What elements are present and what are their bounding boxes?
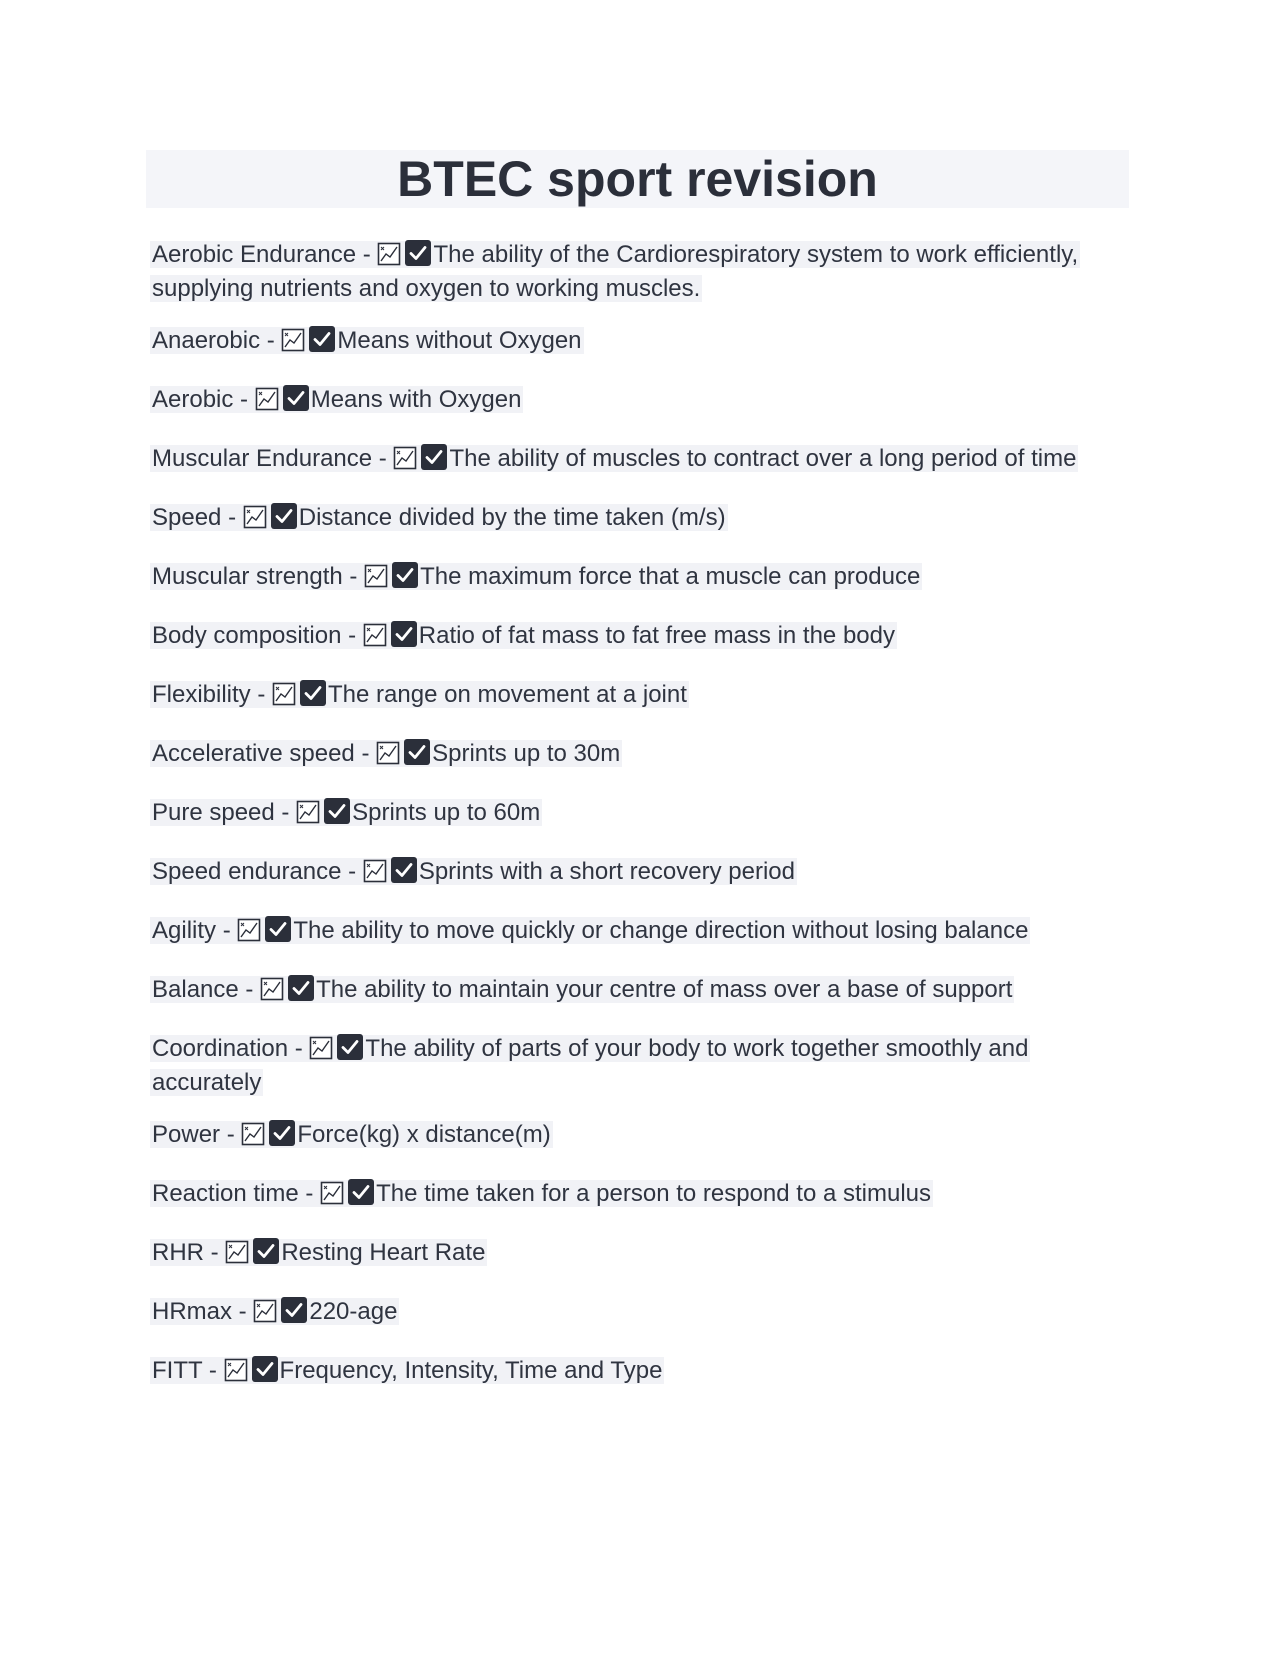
check-mark-icon <box>300 680 326 714</box>
term-separator: - <box>202 1357 224 1384</box>
check-mark-icon <box>421 444 447 478</box>
definition-text: Frequency, Intensity, Time and Type <box>279 1357 663 1384</box>
term-separator: - <box>238 976 261 1003</box>
definition-entry <box>150 857 1130 891</box>
entry-highlight <box>150 1035 1030 1096</box>
term-label: Speed <box>152 504 222 531</box>
term-separator: - <box>216 917 238 944</box>
term-separator: - <box>260 327 282 354</box>
check-mark-icon <box>253 1238 279 1272</box>
term-separator: - <box>341 858 363 885</box>
term-label: Coordination <box>152 1035 289 1062</box>
term-separator: - <box>220 1121 242 1148</box>
chart-icon <box>363 623 387 655</box>
definition-text: Means without Oxygen <box>337 327 582 354</box>
definition-text: The ability to maintain your centre of mass over a base of support <box>316 976 1013 1003</box>
chart-icon <box>253 1299 277 1331</box>
chart-icon <box>260 977 284 1009</box>
title-banner <box>146 150 1129 208</box>
term-separator: - <box>204 1239 226 1266</box>
term-label: Power <box>152 1121 221 1148</box>
definition-text: Sprints up to 30m <box>432 740 621 767</box>
term-separator: - <box>221 504 243 531</box>
term-separator: - <box>356 241 378 268</box>
chart-icon <box>224 1358 248 1390</box>
term-label: RHR <box>152 1239 204 1266</box>
check-mark-icon <box>281 1297 307 1331</box>
definition-text: Force(kg) x distance(m) <box>297 1121 551 1148</box>
chart-icon <box>225 1240 249 1272</box>
definition-text: The maximum force that a muscle can produce <box>420 563 921 590</box>
definition-text: Means with Oxygen <box>310 386 522 413</box>
definition-entry <box>150 1297 1130 1331</box>
term-label: Accelerative speed <box>152 740 355 767</box>
term-separator: - <box>342 563 365 590</box>
chart-icon <box>393 446 417 478</box>
entry-highlight <box>150 799 542 826</box>
check-mark-icon <box>271 503 297 537</box>
definition-entry <box>150 916 1130 950</box>
entry-highlight <box>150 445 1078 472</box>
check-mark-icon <box>252 1356 278 1390</box>
check-mark-icon <box>288 975 314 1009</box>
chart-icon <box>281 328 305 360</box>
check-mark-icon <box>392 562 418 596</box>
chart-icon <box>241 1122 265 1154</box>
definition-entry <box>150 240 1130 304</box>
term-label: Pure speed <box>152 799 275 826</box>
entry-highlight <box>150 241 1080 302</box>
definition-entry <box>150 621 1130 655</box>
term-separator: - <box>233 386 255 413</box>
check-mark-icon <box>404 739 430 773</box>
entry-highlight <box>150 327 584 354</box>
chart-icon <box>255 387 279 419</box>
check-mark-icon <box>337 1034 363 1068</box>
entry-highlight <box>150 1239 487 1266</box>
check-mark-icon <box>269 1120 295 1154</box>
check-mark-icon <box>405 240 431 274</box>
definition-entry <box>150 385 1130 419</box>
definition-text: Sprints with a short recovery period <box>418 858 795 885</box>
chart-icon <box>320 1181 344 1213</box>
term-label: FITT <box>152 1357 203 1384</box>
term-separator: - <box>274 799 297 826</box>
term-label: Aerobic Endurance <box>152 241 357 268</box>
page-title: BTEC sport revision <box>397 151 878 207</box>
check-mark-icon <box>348 1179 374 1213</box>
definition-text: Sprints up to 60m <box>352 799 541 826</box>
entry-highlight <box>150 386 523 413</box>
definition-entry <box>150 975 1130 1009</box>
term-label: Muscular Endurance <box>152 445 373 472</box>
definition-text: Distance divided by the time taken (m/s) <box>298 504 726 531</box>
term-label: Agility <box>152 917 217 944</box>
term-label: Muscular strength <box>152 563 343 590</box>
chart-icon <box>237 918 261 950</box>
entry-highlight <box>150 917 1030 944</box>
term-separator: - <box>232 1298 254 1325</box>
entry-highlight <box>150 1180 933 1207</box>
definition-entry <box>150 680 1130 714</box>
term-separator: - <box>298 1180 321 1207</box>
entry-highlight <box>150 858 797 885</box>
term-separator: - <box>354 740 377 767</box>
check-mark-icon <box>309 326 335 360</box>
definition-entry <box>150 1179 1130 1213</box>
definition-entry <box>150 1238 1130 1272</box>
term-label: HRmax <box>152 1298 233 1325</box>
chart-icon <box>376 741 400 773</box>
term-label: Body composition <box>152 622 342 649</box>
term-label: Anaerobic <box>152 327 261 354</box>
term-label: Speed endurance <box>152 858 342 885</box>
check-mark-icon <box>283 385 309 419</box>
term-label: Balance <box>152 976 239 1003</box>
term-separator: - <box>250 681 273 708</box>
term-label: Aerobic <box>152 386 234 413</box>
entry-highlight <box>150 563 922 590</box>
definition-entry <box>150 503 1130 537</box>
chart-icon <box>309 1036 333 1068</box>
check-mark-icon <box>391 857 417 891</box>
definition-text: Ratio of fat mass to fat free mass in the body <box>418 622 895 649</box>
entry-highlight <box>150 1357 664 1384</box>
entry-highlight <box>150 622 897 649</box>
entry-highlight <box>150 976 1014 1003</box>
entry-highlight <box>150 681 689 708</box>
definition-entry <box>150 1120 1130 1154</box>
definition-entry <box>150 1034 1130 1098</box>
check-mark-icon <box>391 621 417 655</box>
check-mark-icon <box>324 798 350 832</box>
term-label: Flexibility <box>152 681 251 708</box>
check-mark-icon <box>265 916 291 950</box>
chart-icon <box>377 242 401 274</box>
term-separator: - <box>288 1035 310 1062</box>
definition-entry <box>150 739 1130 773</box>
definition-text: The ability of the Cardiorespiratory system to work efficiently, supplying nutrients and oxygen to working muscles. <box>152 241 1079 302</box>
term-label: Reaction time <box>152 1180 299 1207</box>
term-separator: - <box>372 445 394 472</box>
definition-text: The range on movement at a joint <box>328 681 687 708</box>
chart-icon <box>296 800 320 832</box>
definition-entry <box>150 326 1130 360</box>
chart-icon <box>363 859 387 891</box>
entry-highlight <box>150 1298 399 1325</box>
definition-text: Resting Heart Rate <box>281 1239 486 1266</box>
definition-text: The ability to move quickly or change direction without losing balance <box>293 917 1029 944</box>
term-separator: - <box>341 622 363 649</box>
definition-entry <box>150 562 1130 596</box>
entry-highlight <box>150 504 728 531</box>
chart-icon <box>272 682 296 714</box>
definition-text: The ability of muscles to contract over a long period of time <box>449 445 1077 472</box>
entry-highlight <box>150 740 622 767</box>
definition-text: 220-age <box>309 1298 398 1325</box>
definition-text: The time taken for a person to respond to a stimulus <box>376 1180 932 1207</box>
definition-entry <box>150 1356 1130 1390</box>
definition-entry <box>150 444 1130 478</box>
chart-icon <box>364 564 388 596</box>
entry-highlight <box>150 1121 553 1148</box>
chart-icon <box>243 505 267 537</box>
definition-text: The ability of parts of your body to work together smoothly and accurately <box>152 1035 1029 1096</box>
definition-entry <box>150 798 1130 832</box>
